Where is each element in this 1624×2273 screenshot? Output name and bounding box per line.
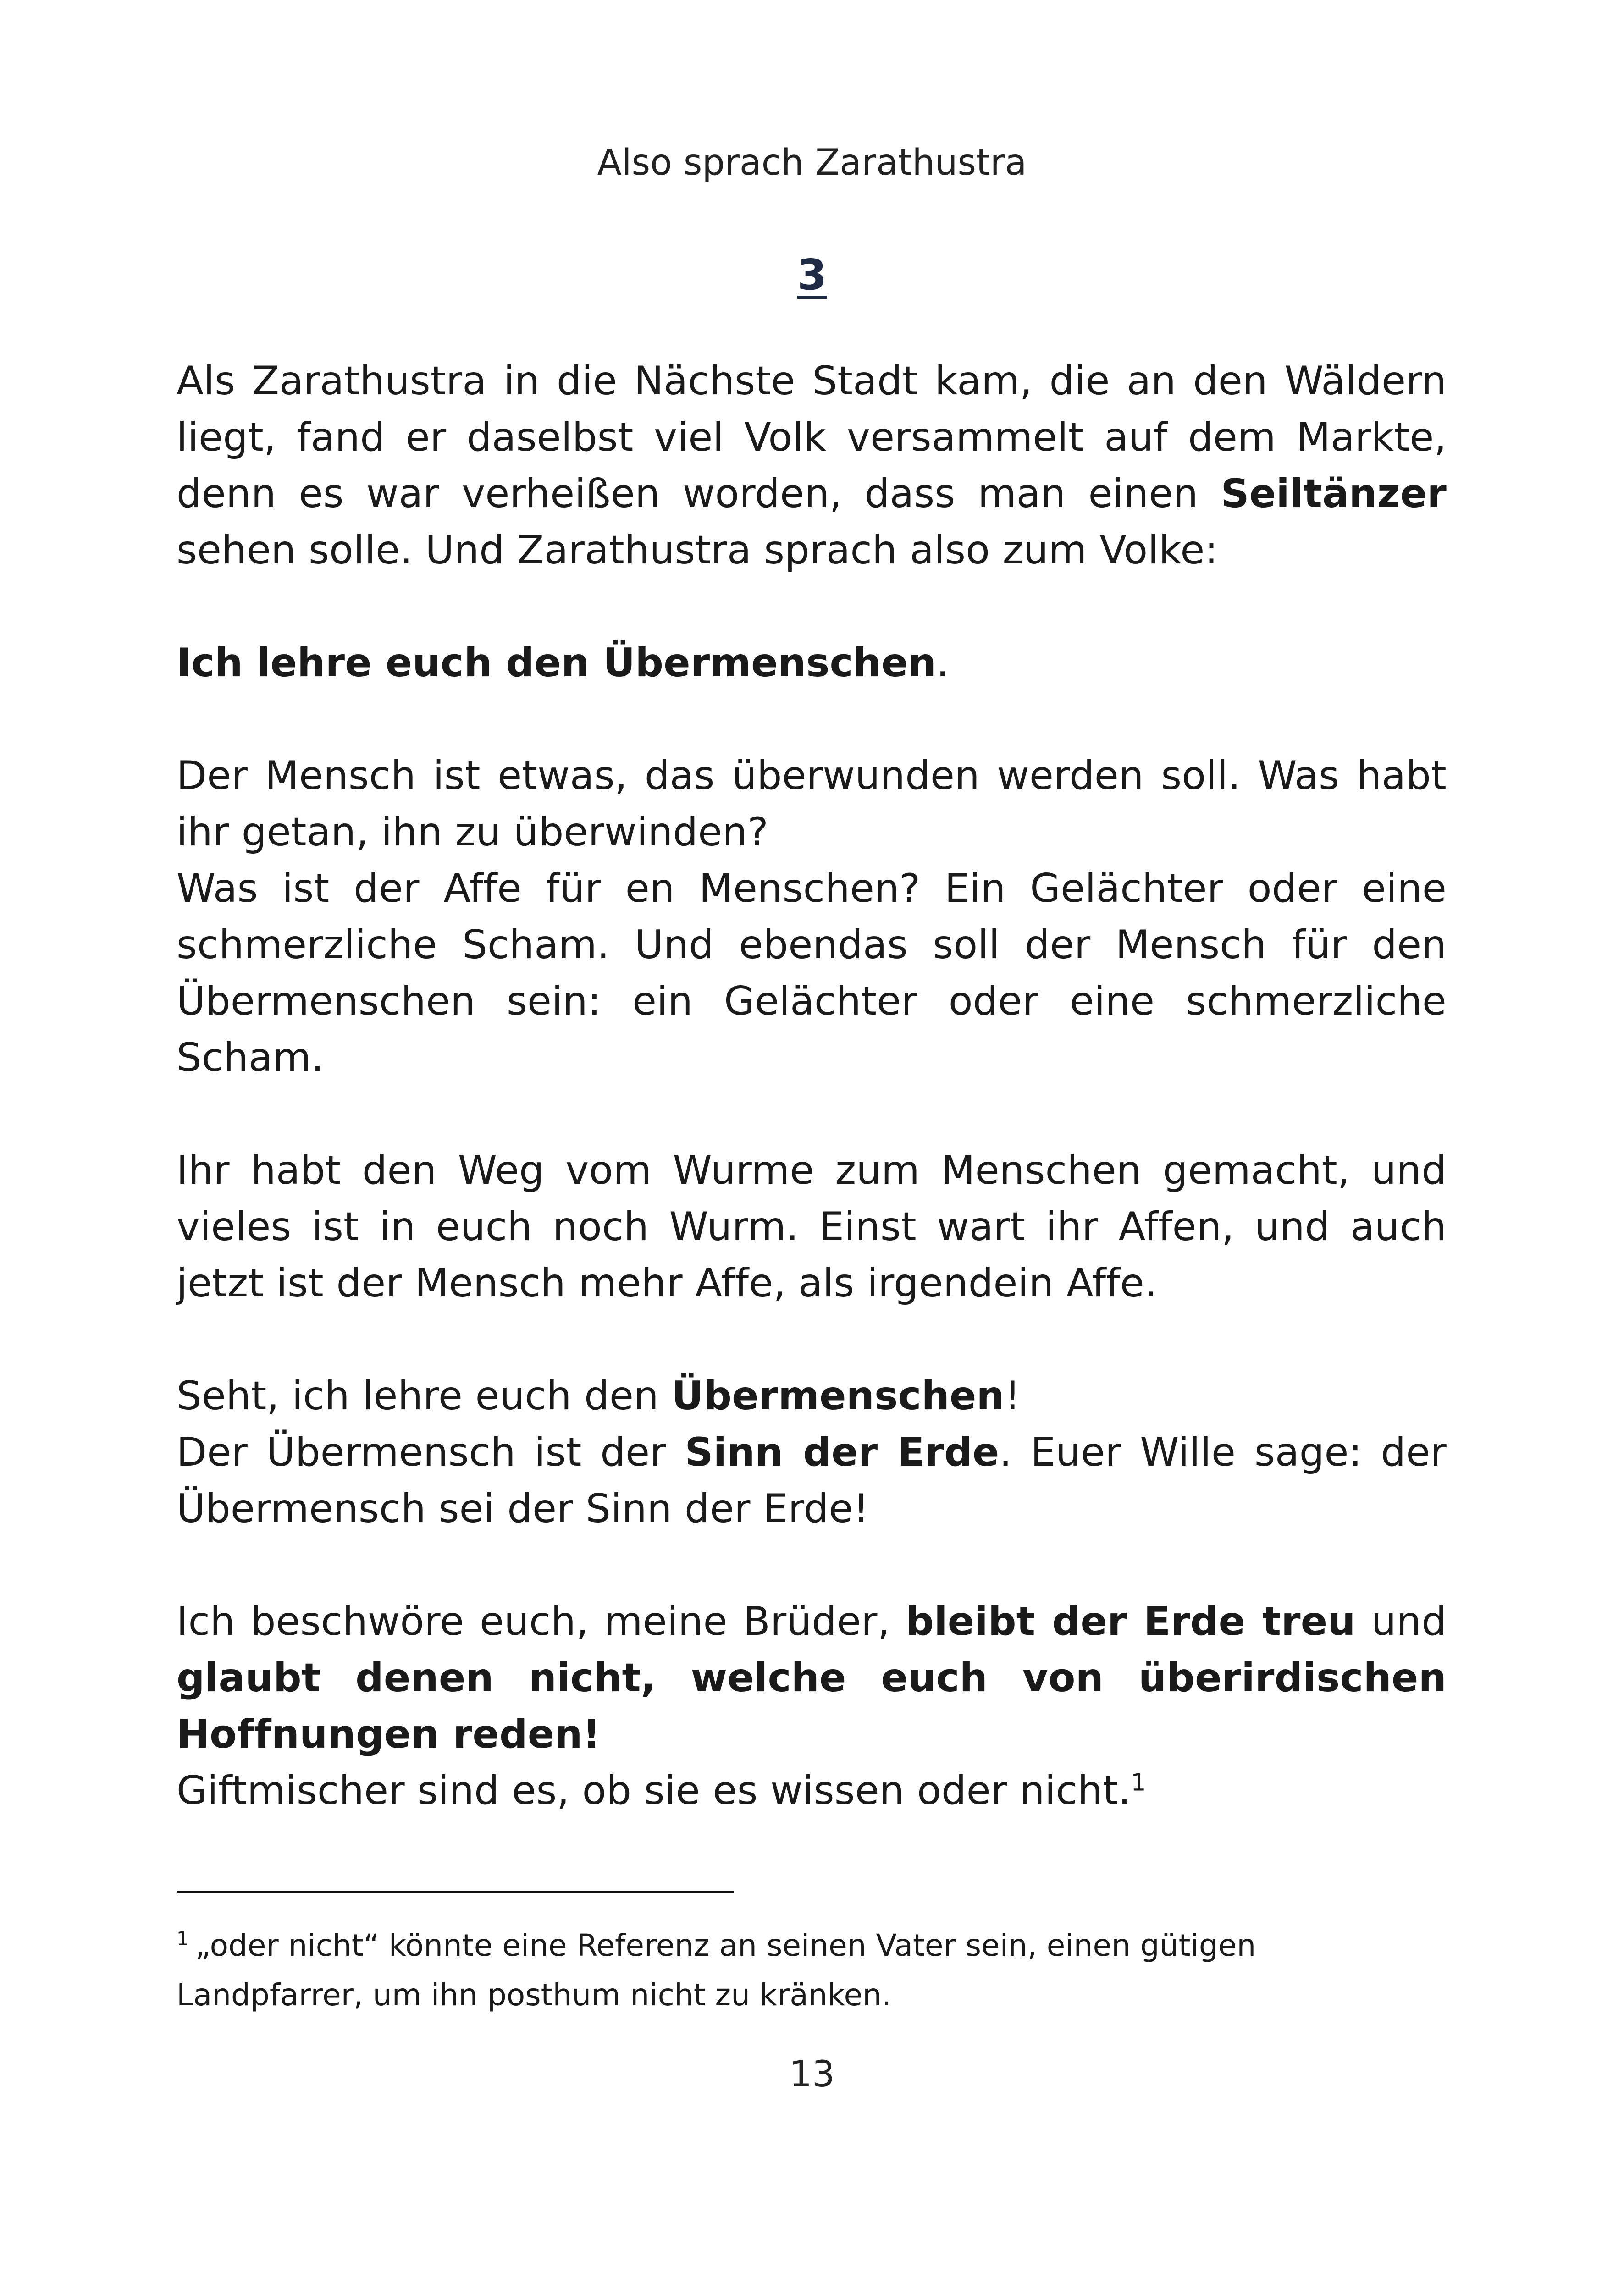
bold-sinn-der-erde: Sinn der Erde — [685, 1429, 1000, 1475]
page-number: 13 — [789, 2054, 835, 2095]
body-text — [177, 353, 1447, 1819]
bold-bleibt-der-erde-treu: bleibt der Erde treu — [906, 1599, 1356, 1644]
paragraph-5-text-a: Seht, ich lehre euch den — [177, 1373, 672, 1419]
footnote-reference[interactable]: 1 — [1131, 1769, 1146, 1797]
paragraph-5-text-c: Der Übermensch ist der — [177, 1429, 685, 1475]
paragraph-2-period: . — [936, 640, 949, 686]
paragraph-6 — [177, 1594, 1447, 1763]
paragraph-5-exclamation: ! — [1004, 1373, 1021, 1419]
footnote-divider — [177, 1891, 734, 1893]
paragraph-4: Ihr habt den Weg vom Wurme zum Menschen gemacht, und vieles ist in euch noch Wurm. Einst wart ihr Affen, und auch jetzt ist der Mensch mehr Affe, als irgendein Affe. — [177, 1148, 1447, 1306]
paragraph-3-line-1: Der Mensch ist etwas, das überwunden werden soll. Was habt ihr getan, ihn zu überwinden? — [177, 753, 1447, 855]
paragraph-6-text-c: Giftmischer sind es, ob sie es wissen oder nicht. — [177, 1768, 1131, 1814]
footnote-text: „oder nicht“ könnte eine Referenz an seinen Vater sein, einen gütigen Landpfarrer, um ihn posthum nicht zu kränken. — [177, 1928, 1256, 2013]
bold-seiltaenzer: Seiltänzer — [1221, 471, 1447, 517]
paragraph-1 — [177, 353, 1447, 579]
footnote-mark: 1 — [177, 1927, 189, 1950]
paragraph-6-text-a: Ich beschwöre euch, meine Brüder, — [177, 1599, 906, 1644]
paragraph-6-text-b: und — [1355, 1599, 1447, 1644]
paragraph-5-line-2 — [177, 1424, 1447, 1537]
paragraph-5-line-1 — [177, 1368, 1447, 1424]
paragraph-1-text-b: sehen solle. Und Zarathustra sprach also zum Volke: — [177, 527, 1218, 573]
paragraph-1-text-a: Als Zarathustra in die Nächste Stadt kam, die an den Wäldern liegt, fand er daselbst viel Volk versammelt auf dem Markte, denn es war verheißen worden, dass man einen — [177, 358, 1447, 517]
section-number — [0, 248, 1624, 303]
paragraph-6-line-last — [177, 1763, 1447, 1819]
footnote — [177, 1921, 1369, 2020]
running-header: Also sprach Zarathustra — [597, 142, 1027, 183]
paragraph-5-text-d: . Euer Wille sage: der Übermensch sei der Sinn der Erde! — [177, 1429, 1447, 1532]
bold-lehre-uebermenschen: Ich lehre euch den Übermenschen — [177, 640, 937, 686]
bold-glaubt-denen-nicht: glaubt denen nicht, welche euch von überirdischen Hoffnungen reden! — [177, 1655, 1447, 1757]
bold-uebermenschen: Übermenschen — [671, 1373, 1005, 1419]
section-number-text: 3 — [797, 250, 827, 299]
paragraph-3-line-2: Was ist der Affe für en Menschen? Ein Gelächter oder eine schmerzliche Scham. Und ebendas soll der Mensch für den Übermenschen sein: ein Gelächter oder eine schmerzliche Scham. — [177, 866, 1447, 1081]
paragraph-2 — [177, 635, 1447, 691]
